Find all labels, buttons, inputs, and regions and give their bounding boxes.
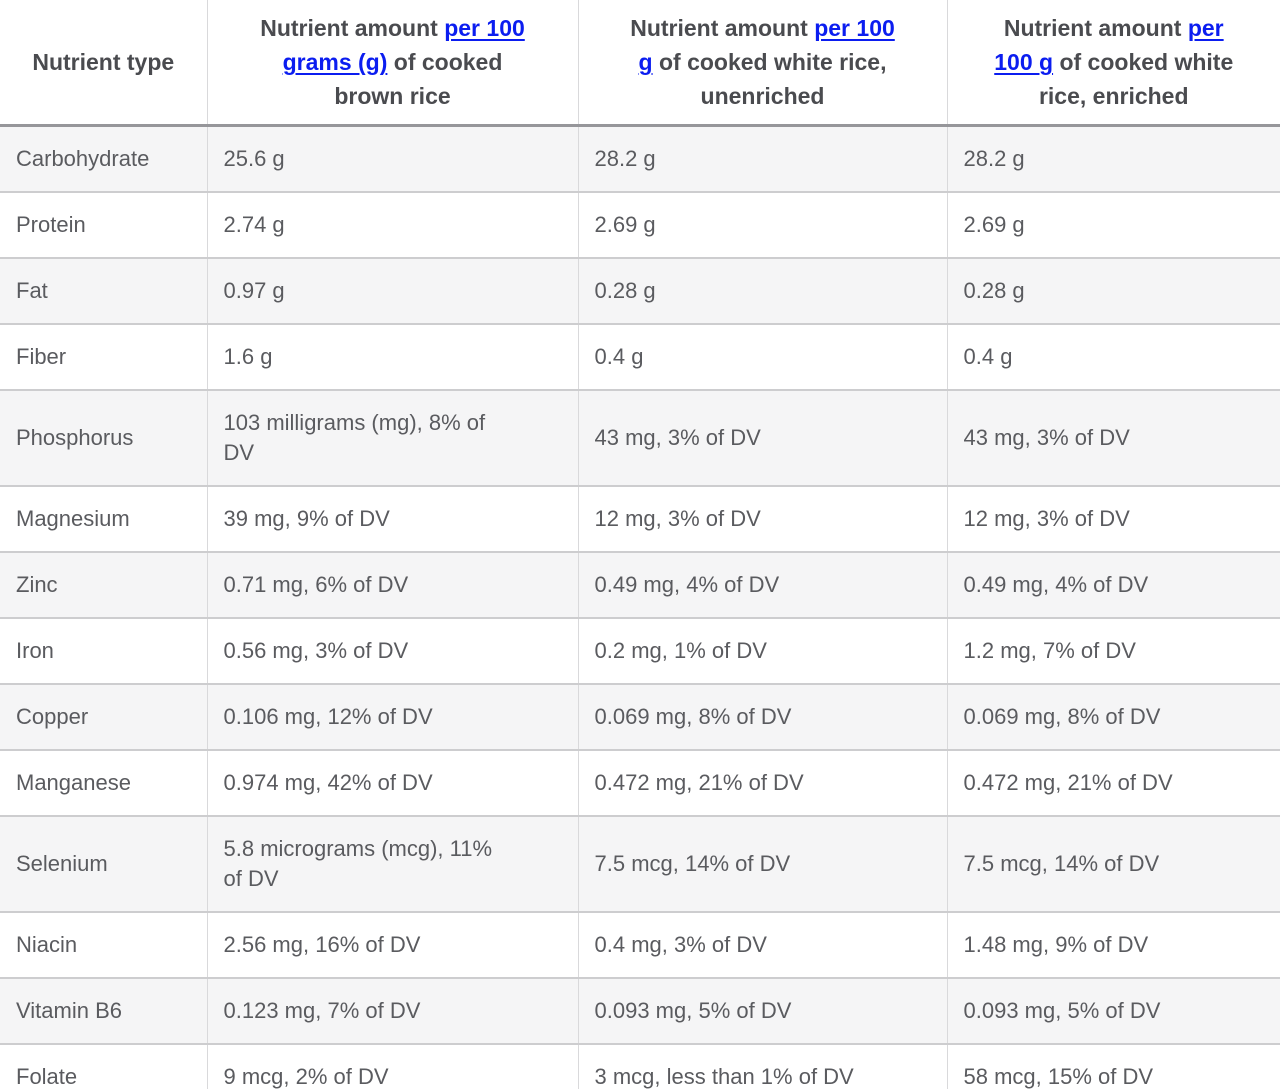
header-row <box>0 0 1280 126</box>
white-enriched-value-cell: 0.49 mg, 4% of DV <box>947 552 1280 618</box>
col-header-nutrient-type <box>0 0 207 126</box>
col-header-white-unenriched-post: of cooked white rice, unenriched <box>652 49 887 109</box>
white-unenriched-value-cell: 2.69 g <box>578 192 947 258</box>
white-unenriched-value-cell: 0.49 mg, 4% of DV <box>578 552 947 618</box>
table-row-selenium <box>0 816 1280 912</box>
white-enriched-value-cell: 2.69 g <box>947 192 1280 258</box>
col-header-white-enriched-pre: Nutrient amount <box>1003 15 1188 41</box>
white-enriched-value-cell: 1.48 mg, 9% of DV <box>947 912 1280 978</box>
brown-rice-value-cell: 0.71 mg, 6% of DV <box>207 552 578 618</box>
brown-rice-value-cell: 5.8 micrograms (mcg), 11% of DV <box>207 816 578 912</box>
table-row-carbohydrate <box>0 126 1280 193</box>
white-unenriched-value-cell: 43 mg, 3% of DV <box>578 390 947 486</box>
col-header-white-enriched-post: of cooked white rice, enriched <box>1038 49 1234 109</box>
table-row-protein <box>0 192 1280 258</box>
white-unenriched-value-cell: 0.4 g <box>578 324 947 390</box>
brown-rice-value-cell: 103 milligrams (mg), 8% of DV <box>207 390 578 486</box>
nutrient-name-cell: Vitamin B6 <box>0 978 207 1044</box>
nutrient-name-cell: Phosphorus <box>0 390 207 486</box>
table-row-vitamin-b6 <box>0 978 1280 1044</box>
nutrient-name-cell: Protein <box>0 192 207 258</box>
table-row-niacin <box>0 912 1280 978</box>
table-row-folate <box>0 1044 1280 1089</box>
nutrient-name-cell: Folate <box>0 1044 207 1089</box>
table-row-magnesium <box>0 486 1280 552</box>
nutrient-name-cell: Magnesium <box>0 486 207 552</box>
col-header-brown-rice-post: of cooked brown rice <box>334 49 503 109</box>
brown-rice-value-cell: 39 mg, 9% of DV <box>207 486 578 552</box>
col-header-white-rice-unenriched <box>578 0 947 126</box>
nutrient-name-cell: Fiber <box>0 324 207 390</box>
table-header <box>0 0 1280 126</box>
brown-rice-value-cell: 0.106 mg, 12% of DV <box>207 684 578 750</box>
nutrient-name-cell: Iron <box>0 618 207 684</box>
nutrient-name-cell: Carbohydrate <box>0 126 207 193</box>
white-unenriched-value-cell: 0.28 g <box>578 258 947 324</box>
brown-rice-value-cell: 0.97 g <box>207 258 578 324</box>
col-header-brown-rice <box>207 0 578 126</box>
col-header-white-rice-enriched <box>947 0 1280 126</box>
table-row-zinc <box>0 552 1280 618</box>
col-header-brown-rice-pre: Nutrient amount <box>260 15 445 41</box>
col-header-white-unenriched-pre: Nutrient amount <box>630 15 815 41</box>
white-unenriched-value-cell: 0.069 mg, 8% of DV <box>578 684 947 750</box>
table-row-iron <box>0 618 1280 684</box>
white-unenriched-value-cell: 28.2 g <box>578 126 947 193</box>
table-body <box>0 126 1280 1089</box>
brown-rice-value-cell: 2.56 mg, 16% of DV <box>207 912 578 978</box>
white-unenriched-value-cell: 0.093 mg, 5% of DV <box>578 978 947 1044</box>
white-enriched-value-cell: 58 mcg, 15% of DV <box>947 1044 1280 1089</box>
table-row-copper <box>0 684 1280 750</box>
per-100-g-unenriched-link[interactable]: per 100 g <box>638 15 895 75</box>
nutrient-name-cell: Zinc <box>0 552 207 618</box>
white-enriched-value-cell: 7.5 mcg, 14% of DV <box>947 816 1280 912</box>
nutrient-name-cell: Fat <box>0 258 207 324</box>
white-unenriched-value-cell: 3 mcg, less than 1% of DV <box>578 1044 947 1089</box>
white-enriched-value-cell: 0.093 mg, 5% of DV <box>947 978 1280 1044</box>
brown-rice-value-cell: 0.123 mg, 7% of DV <box>207 978 578 1044</box>
brown-rice-value-cell: 2.74 g <box>207 192 578 258</box>
nutrient-name-cell: Niacin <box>0 912 207 978</box>
white-enriched-value-cell: 1.2 mg, 7% of DV <box>947 618 1280 684</box>
table-row-fat <box>0 258 1280 324</box>
brown-rice-value-cell: 0.56 mg, 3% of DV <box>207 618 578 684</box>
nutrient-name-cell: Manganese <box>0 750 207 816</box>
white-enriched-value-cell: 28.2 g <box>947 126 1280 193</box>
col-header-nutrient-type-label: Nutrient type <box>32 49 175 75</box>
white-unenriched-value-cell: 0.4 mg, 3% of DV <box>578 912 947 978</box>
white-enriched-value-cell: 43 mg, 3% of DV <box>947 390 1280 486</box>
white-unenriched-value-cell: 7.5 mcg, 14% of DV <box>578 816 947 912</box>
table-row-phosphorus <box>0 390 1280 486</box>
table-row-fiber <box>0 324 1280 390</box>
table-row-manganese <box>0 750 1280 816</box>
white-enriched-value-cell: 0.472 mg, 21% of DV <box>947 750 1280 816</box>
per-100-g-enriched-link[interactable]: per 100 g <box>994 15 1224 75</box>
per-100-grams-link[interactable]: per 100 grams (g) <box>282 15 525 75</box>
white-enriched-value-cell: 12 mg, 3% of DV <box>947 486 1280 552</box>
white-enriched-value-cell: 0.069 mg, 8% of DV <box>947 684 1280 750</box>
nutrient-name-cell: Copper <box>0 684 207 750</box>
brown-rice-value-cell: 25.6 g <box>207 126 578 193</box>
brown-rice-value-cell: 1.6 g <box>207 324 578 390</box>
white-unenriched-value-cell: 12 mg, 3% of DV <box>578 486 947 552</box>
white-unenriched-value-cell: 0.2 mg, 1% of DV <box>578 618 947 684</box>
white-enriched-value-cell: 0.28 g <box>947 258 1280 324</box>
nutrient-name-cell: Selenium <box>0 816 207 912</box>
brown-rice-value-cell: 0.974 mg, 42% of DV <box>207 750 578 816</box>
white-enriched-value-cell: 0.4 g <box>947 324 1280 390</box>
brown-rice-value-cell: 9 mcg, 2% of DV <box>207 1044 578 1089</box>
white-unenriched-value-cell: 0.472 mg, 21% of DV <box>578 750 947 816</box>
